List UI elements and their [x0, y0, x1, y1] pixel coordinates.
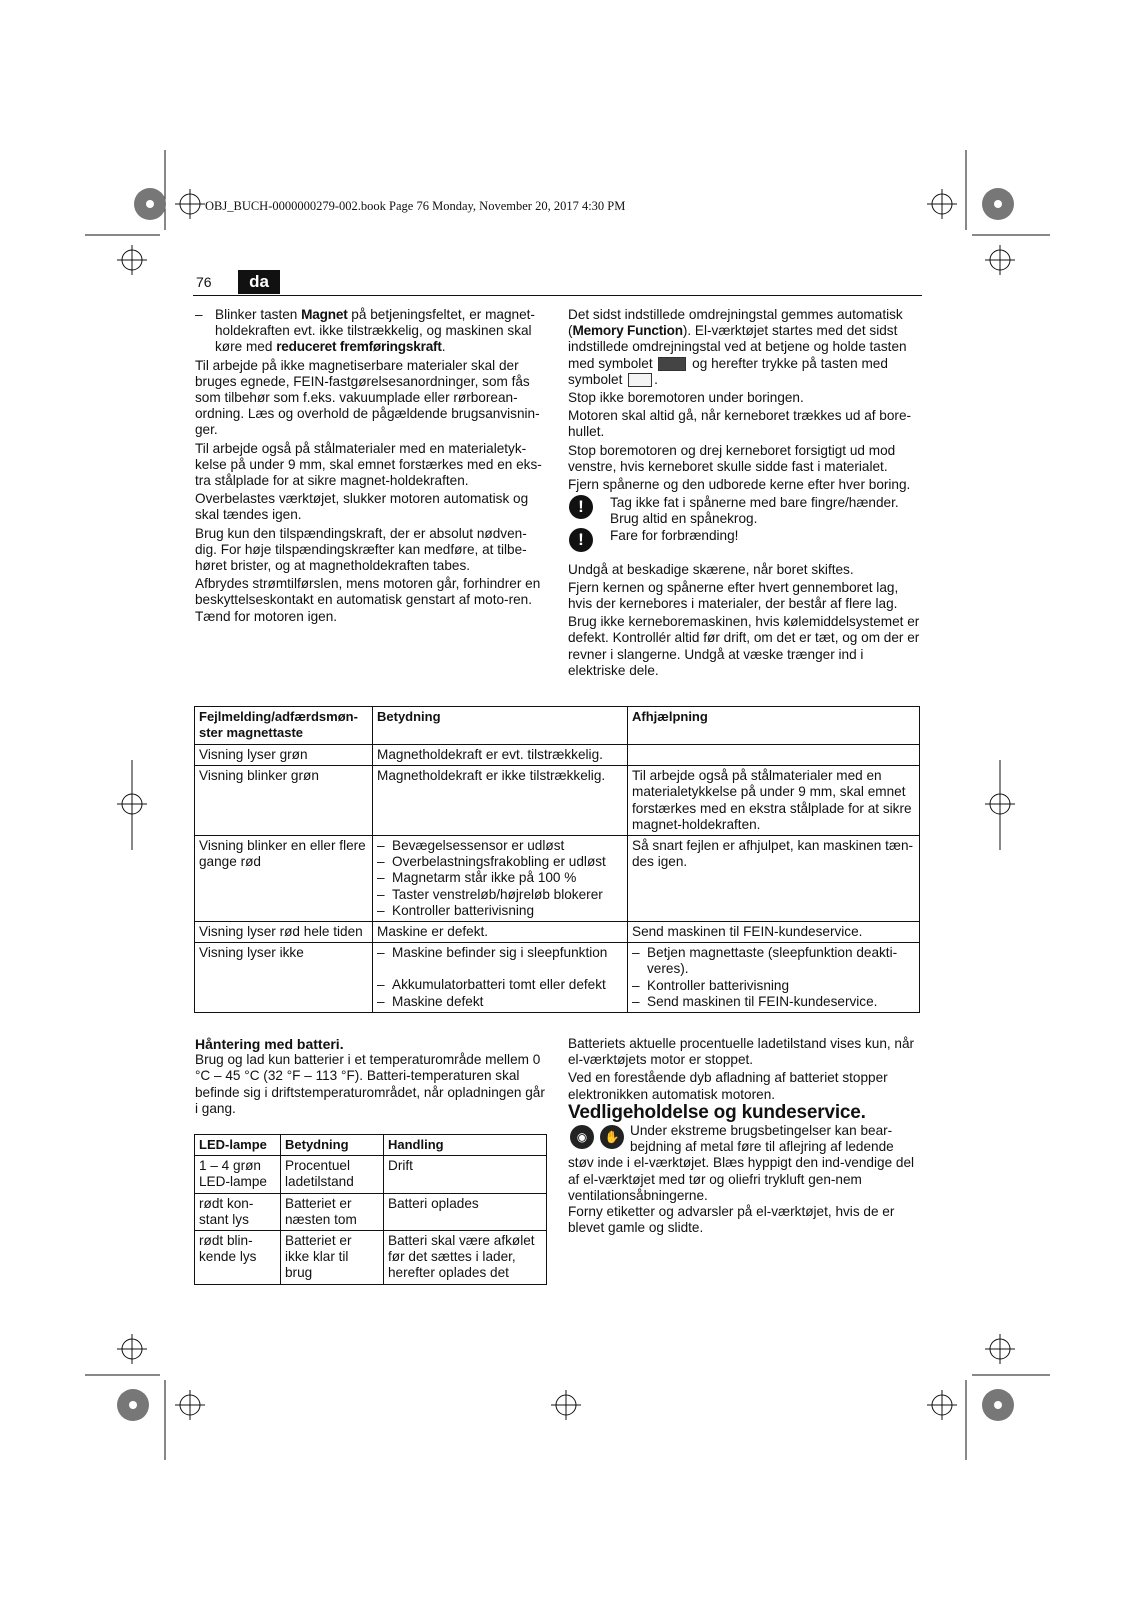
warning-icon: !	[569, 495, 593, 519]
list-item	[632, 945, 915, 977]
list-text: Taster venstreløb/højreløb blokerer	[392, 886, 603, 902]
column-header: Betydning	[373, 707, 628, 745]
hand-protection-icon: ✋	[600, 1125, 624, 1149]
paragraph: Undgå at beskadige skærene, når boret skiftes.	[568, 561, 854, 577]
warning-text: Fare for forbrænding!	[610, 527, 739, 543]
table-cell: Visning lyser rød hele tiden	[195, 922, 373, 943]
section-heading: Håntering med batteri.	[195, 1036, 344, 1052]
table-cell	[628, 745, 920, 766]
column-header: Fejlmelding/adfærdsmøn-ster magnettaste	[195, 707, 373, 745]
led-table	[194, 1134, 547, 1285]
table-cell: Visning lyser ikke	[195, 943, 373, 1013]
list-item	[377, 838, 623, 854]
table-cell	[373, 943, 628, 1013]
bullet-dash: –	[632, 993, 640, 1009]
table-cell: Så snart fejlen er afhjulpet, kan maskinen tæn-des igen.	[628, 836, 920, 922]
section-heading: Vedligeholdelse og kundeservice.	[568, 1101, 866, 1123]
left-column	[195, 307, 545, 627]
bullet-dash: –	[377, 838, 385, 854]
memory-function-paragraph	[568, 307, 923, 388]
eye-protection-icon: ◉	[570, 1125, 594, 1149]
table-cell: rødt blin-kende lys	[195, 1231, 281, 1285]
table-cell: Visning lyser grøn	[195, 745, 373, 766]
column-header: Betydning	[281, 1135, 384, 1156]
memory-function-bold: Memory Function	[572, 323, 683, 339]
bullet-text-end: .	[441, 339, 446, 355]
warning-chips	[568, 495, 923, 527]
list-item	[632, 978, 915, 994]
table-cell	[628, 943, 920, 1013]
list-item	[377, 994, 623, 1010]
paragraph: Fjern kernen og spånerne efter hvert gennemboret lag, hvis der kernebores i materialer, der består af flere lag.	[568, 579, 899, 612]
table-cell: Visning blinker grøn	[195, 766, 373, 836]
list-item	[377, 977, 623, 993]
warning-text: Tag ikke fat i spånerne med bare fingre/hænder. Brug altid en spånekrog.	[610, 495, 899, 527]
table-cell: Batteriet er næsten tom	[281, 1193, 384, 1230]
table-cell: Batteri oplades	[384, 1193, 547, 1230]
table-cell: rødt kon-stant lys	[195, 1193, 281, 1230]
button-symbol-icon	[658, 357, 686, 371]
list-text: Bevægelsessensor er udløst	[392, 838, 565, 854]
table-row	[195, 1231, 547, 1285]
paragraph: Ved en forestående dyb afladning af batteriet stopper elektronikken automatisk motoren.	[568, 1070, 888, 1102]
paragraph: Motoren skal altid gå, når kerneboret trækkes ud af bore-hullet.	[568, 408, 912, 440]
list-item	[377, 903, 623, 919]
right-column	[568, 307, 923, 681]
table-cell: Visning blinker en eller flere gange rød	[195, 836, 373, 922]
mem-text: og herefter trykke på tasten med symbolet	[568, 355, 888, 387]
paragraph: Stop ikke boremotoren under boringen.	[568, 390, 804, 406]
table-row	[195, 943, 920, 1013]
mem-text: ). El-værktøjet startes med det sidst indstillede omdrejningstal ved at betjene og holde tasten med symbolet	[568, 323, 907, 371]
list-item	[377, 887, 623, 903]
bullet-bold-magnet: Magnet	[301, 307, 348, 322]
paragraph: Brug kun den tilspændingskraft, der er absolut nødven-dig. For høje tilspændingskræfter kan medføre, at tilbe-høret brister, og at magnetholdekraften tabes.	[195, 525, 527, 574]
table-cell: 1 – 4 grøn LED-lampe	[195, 1156, 281, 1193]
table-row	[195, 766, 920, 836]
list-text: Send maskinen til FEIN-kundeservice.	[647, 993, 878, 1009]
fault-table	[194, 706, 920, 1013]
list-item	[377, 870, 623, 886]
bullet-text-pre: Blinker tasten	[215, 307, 302, 322]
bullet-text-mid: på betjeningsfeltet, er magnet-holdekraften evt. ikke tilstrækkelig, og maskinen skal køre med	[215, 307, 535, 355]
table-row	[195, 922, 920, 943]
table-row	[195, 836, 920, 922]
language-tab: da	[238, 270, 280, 294]
safety-icons	[568, 1123, 630, 1151]
table-row	[195, 1193, 547, 1230]
bullet-dash: –	[377, 977, 385, 993]
table-cell: Batteriet er ikke klar til brug	[281, 1231, 384, 1285]
paragraph: Brug og lad kun batterier i et temperaturområde mellem 0 °C – 45 °C (32 °F – 113 °F). Batteri-temperaturen skal befinde sig i driftstemperaturområdet, når opladningen går i gang.	[195, 1052, 545, 1116]
table-cell: Magnetholdekraft er ikke tilstrækkelig.	[373, 766, 628, 836]
bullet-dash: –	[377, 945, 385, 961]
warning-burn	[568, 528, 923, 558]
magnet-bullet	[195, 307, 545, 356]
paragraph: Til arbejde også på stålmaterialer med en materialetyk-kelse på under 9 mm, skal emnet forstærkes med en eks-tra stålplade for at sikre magnet-holdekraften.	[195, 440, 542, 489]
bullet-dash: –	[377, 870, 385, 886]
maintenance-text: Under ekstreme brugsbetingelser kan bear-bejdning af metal føre til aflejring af ledende støv inde i el-værktøjet. Blæs hyppigt den ind-vendige del af el-værktøjet med tør og oliefri trykluft gen-nem ventilationsåbningerne.	[568, 1123, 915, 1203]
list-text: Kontroller batterivisning	[647, 977, 790, 993]
table-cell: Send maskinen til FEIN-kundeservice.	[628, 922, 920, 943]
mem-text: .	[654, 371, 658, 387]
list-item	[632, 994, 915, 1010]
table-row	[195, 745, 920, 766]
file-info-header: OBJ_BUCH-0000000279-002.book Page 76 Monday, November 20, 2017 4:30 PM	[205, 199, 626, 213]
list-item	[377, 854, 623, 870]
bullet-dash: –	[377, 886, 385, 902]
button-symbol-icon	[628, 373, 652, 387]
bullet-bold-force: reduceret fremføringskraft	[276, 339, 442, 355]
right-lower-column	[568, 1036, 923, 1238]
list-text: Kontroller batterivisning	[392, 902, 535, 918]
list-item	[377, 945, 623, 961]
maintenance-paragraph	[568, 1123, 923, 1204]
bullet-dash: –	[632, 945, 640, 961]
paragraph: Fjern spånerne og den udborede kerne efter hver boring.	[568, 477, 911, 493]
table-row	[195, 1156, 547, 1193]
paragraph: Forny etiketter og advarsler på el-værktøjet, hvis de er blevet gamle og slidte.	[568, 1204, 895, 1236]
list-text: Maskine befinder sig i sleepfunktion	[392, 945, 608, 961]
column-header: LED-lampe	[195, 1135, 281, 1156]
table-cell: Til arbejde også på stålmaterialer med en materialetykkelse på under 9 mm, skal emnet forstærkes med en ekstra stålplade for at sikre magnet-holdekraften.	[628, 766, 920, 836]
bullet-dash: –	[632, 977, 640, 993]
bullet-dash: –	[377, 993, 385, 1009]
mem-text: Det sidst indstillede omdrejningstal gemmes automatisk (	[568, 307, 903, 339]
list-text: Overbelastningsfrakobling er udløst	[392, 854, 606, 870]
table-cell: Procentuel ladetilstand	[281, 1156, 384, 1193]
table-cell: Magnetholdekraft er evt. tilstrækkelig.	[373, 745, 628, 766]
list-text: Maskine defekt	[392, 993, 484, 1009]
table-header-row	[195, 1135, 547, 1156]
warning-icon: !	[569, 528, 593, 552]
column-header: Afhjælpning	[628, 707, 920, 745]
paragraph: Til arbejde på ikke magnetiserbare materialer skal der bruges egnede, FEIN-fastgørelsesanordninger, som fås som tilbehør som f.eks. vakuumplade eller rørborean-ordning. Læs og overhold de pågældende brugsanvisnin-ger.	[195, 357, 540, 438]
page-number: 76	[196, 274, 212, 290]
paragraph: Brug ikke kerneboremaskinen, hvis kølemiddelsystemet er defekt. Kontrollér altid før drift, om det er tæt, og om der er revner i slangerne. Undgå at væske trænger ind i elektriske dele.	[568, 614, 920, 678]
list-text: Betjen magnettaste (sleepfunktion deakti-veres).	[647, 945, 898, 977]
bullet-dash: –	[377, 902, 385, 918]
paragraph: Overbelastes værktøjet, slukker motoren automatisk og skal tændes igen.	[195, 491, 529, 523]
paragraph: Batteriets aktuelle procentuelle ladetilstand vises kun, når el-værktøjets motor er stoppet.	[568, 1036, 915, 1068]
header-rule	[193, 295, 922, 296]
paragraph: Stop boremotoren og drej kerneboret forsigtigt ud mod venstre, hvis kerneboret skulle sidde fast i materialet.	[568, 442, 896, 474]
battery-section	[195, 1036, 545, 1117]
list-text: Akkumulatorbatteri tomt eller defekt	[392, 977, 606, 993]
table-cell	[373, 836, 628, 922]
paragraph: Afbrydes strømtilførslen, mens motoren går, forhindrer en beskyttelseskontakt en automatisk genstart af moto-ren. Tænd for motoren igen.	[195, 576, 541, 624]
table-cell: Batteri skal være afkølet før det sættes i lader, herefter oplades det	[384, 1231, 547, 1285]
bullet-dash: –	[377, 854, 385, 870]
list-text: Magnetarm står ikke på 100 %	[392, 870, 577, 886]
table-header-row	[195, 707, 920, 745]
bullet-dash: –	[195, 307, 203, 322]
table-cell: Drift	[384, 1156, 547, 1193]
table-cell: Maskine er defekt.	[373, 922, 628, 943]
column-header: Handling	[384, 1135, 547, 1156]
